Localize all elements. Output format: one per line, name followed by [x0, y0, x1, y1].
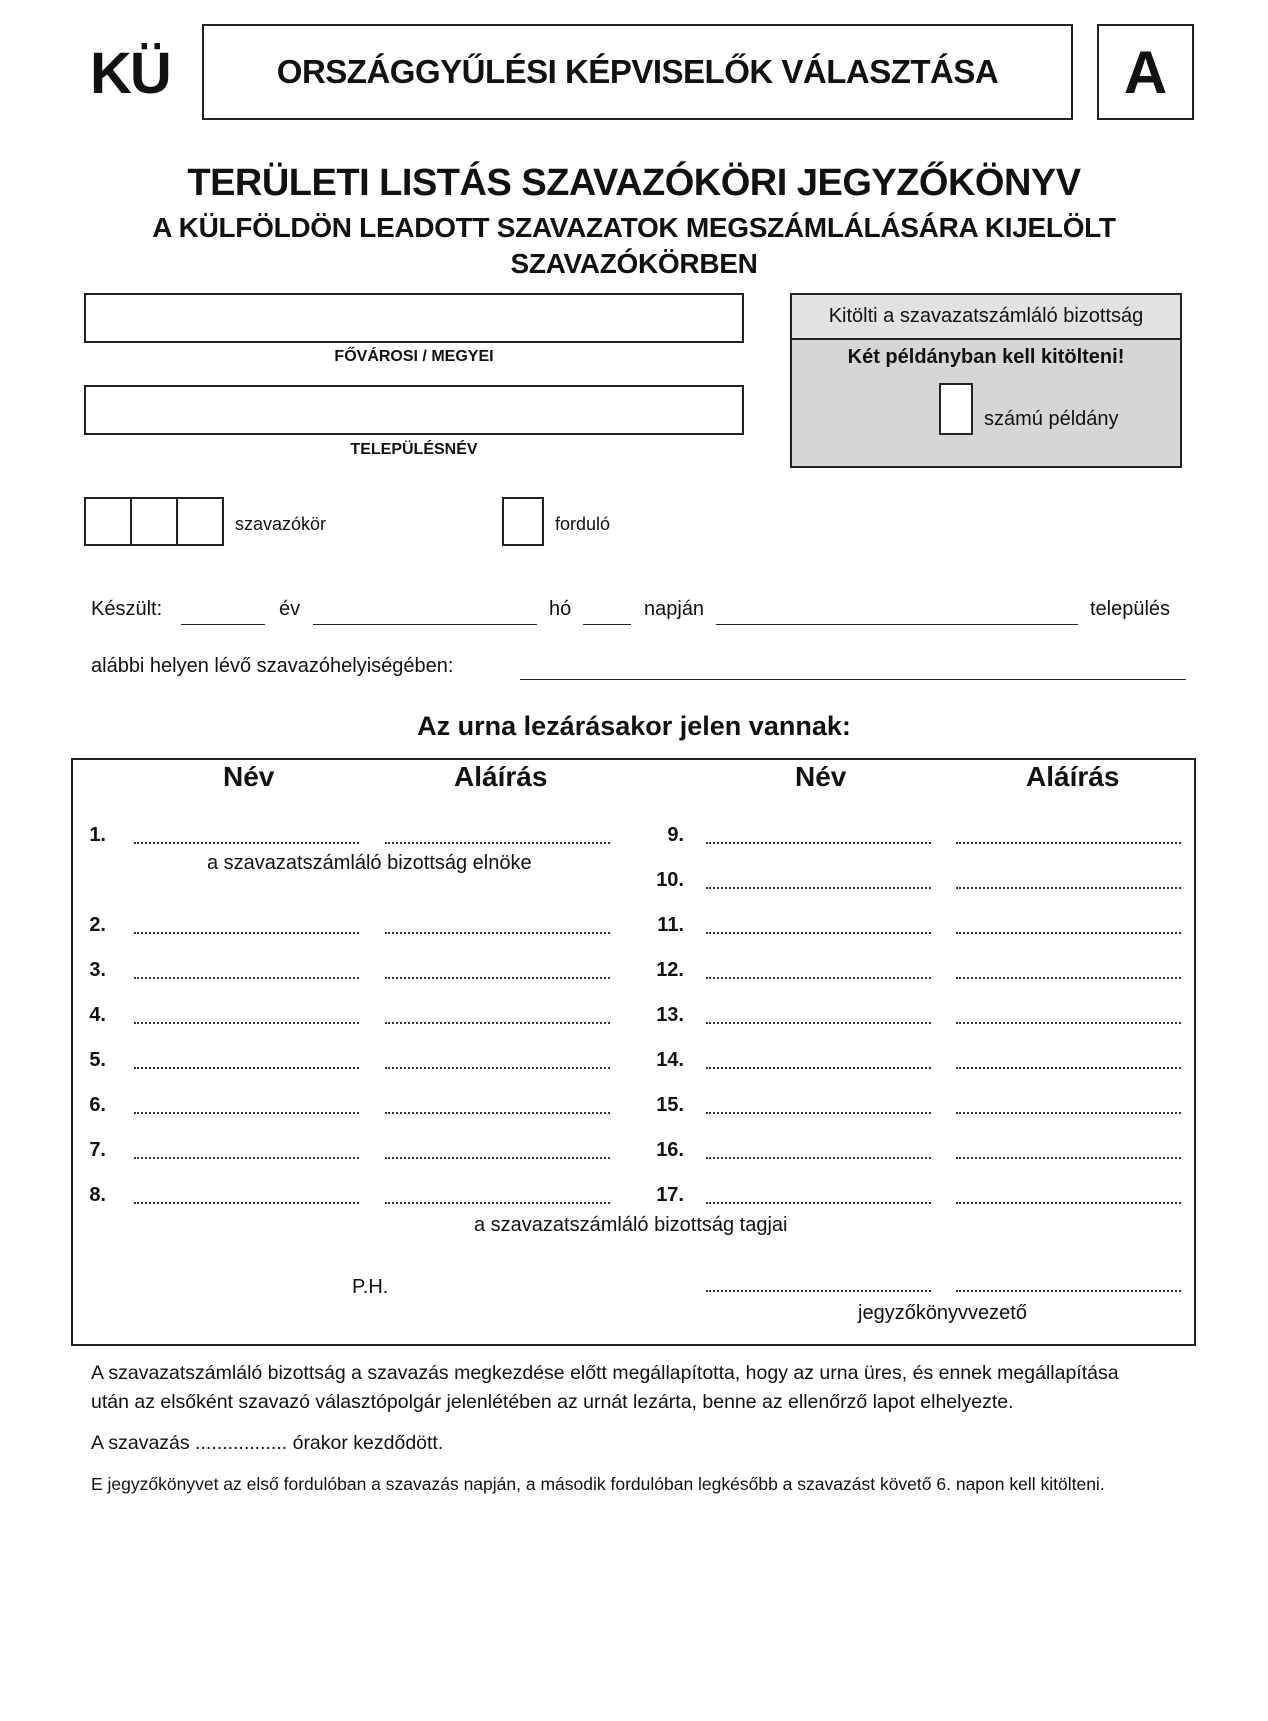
member-signature-line[interactable]	[956, 1022, 1181, 1024]
precinct-divider-2	[176, 497, 178, 546]
member-signature-line[interactable]	[385, 1157, 610, 1159]
start-prefix: A szavazás	[91, 1432, 190, 1454]
settlement-input[interactable]	[84, 385, 744, 435]
member-number: 7.	[89, 1139, 106, 1161]
member-number: 4.	[89, 1004, 106, 1026]
member-signature-line[interactable]	[956, 932, 1181, 934]
member-signature-line[interactable]	[956, 1067, 1181, 1069]
member-number: 13.	[656, 1004, 684, 1026]
member-name-line[interactable]	[134, 1157, 359, 1159]
year-input[interactable]	[181, 624, 265, 625]
attendance-table	[71, 758, 1196, 1346]
chair-caption: a szavazatszámláló bizottság elnöke	[207, 852, 532, 874]
county-input[interactable]	[84, 293, 744, 343]
round-input[interactable]	[502, 497, 544, 546]
fill-in-note: E jegyzőkönyvet az első fordulóban a szavazás napján, a második fordulóban legkésőbb a szavazást követő 6. napon kell kitölteni.	[91, 1474, 1105, 1494]
member-signature-line[interactable]	[956, 842, 1181, 844]
member-name-line[interactable]	[134, 932, 359, 934]
place-input[interactable]	[716, 624, 1078, 625]
settlement-label: TELEPÜLÉSNÉV	[350, 441, 478, 458]
member-name-line[interactable]	[706, 1022, 931, 1024]
member-number: 6.	[89, 1094, 106, 1116]
member-number: 8.	[89, 1184, 106, 1206]
document-subtitle	[0, 210, 1268, 282]
committee-instruction: Két példányban kell kitölteni!	[847, 346, 1125, 368]
recorder-signature-line[interactable]	[956, 1290, 1181, 1292]
member-name-line[interactable]	[706, 842, 931, 844]
member-signature-line[interactable]	[385, 1112, 610, 1114]
attendance-title: Az urna lezárásakor jelen vannak:	[417, 711, 851, 741]
member-signature-line[interactable]	[385, 1202, 610, 1204]
member-number: 15.	[656, 1094, 684, 1116]
start-time-line	[91, 1429, 443, 1458]
member-signature-line[interactable]	[385, 932, 610, 934]
seal-label: P.H.	[352, 1276, 389, 1298]
member-name-line[interactable]	[706, 887, 931, 889]
member-signature-line[interactable]	[956, 977, 1181, 979]
statement-paragraph	[91, 1359, 1201, 1417]
member-number: 14.	[656, 1049, 684, 1071]
members-caption: a szavazatszámláló bizottság tagjai	[474, 1214, 788, 1236]
member-signature-line[interactable]	[956, 1112, 1181, 1114]
member-number: 1.	[89, 824, 106, 846]
recorder-name-line[interactable]	[706, 1290, 931, 1292]
statement-line-1: A szavazatszámláló bizottság a szavazás megkezdése előtt megállapította, hogy az urna üres, és ennek megállapítása	[91, 1362, 1119, 1384]
precinct-label: szavazókör	[235, 514, 327, 534]
form-code-ku: KÜ	[90, 41, 170, 106]
subtitle-line-2: SZAVAZÓKÖRBEN	[510, 248, 758, 279]
member-number: 16.	[656, 1139, 684, 1161]
election-title: ORSZÁGGYŰLÉSI KÉPVISELŐK VÁLASZTÁSA	[276, 53, 999, 90]
county-label: FŐVÁROSI / MEGYEI	[334, 348, 494, 365]
member-number: 17.	[656, 1184, 684, 1206]
copy-number-input[interactable]	[939, 383, 973, 435]
place-label: település	[1090, 598, 1171, 620]
month-label: hó	[549, 598, 572, 620]
member-name-line[interactable]	[134, 1022, 359, 1024]
made-label: Készült:	[91, 598, 163, 620]
col-signature-right: Aláírás	[1026, 761, 1120, 792]
round-label: forduló	[555, 514, 611, 534]
member-number: 12.	[656, 959, 684, 981]
document-title: TERÜLETI LISTÁS SZAVAZÓKÖRI JEGYZŐKÖNYV	[187, 162, 1081, 204]
member-number: 2.	[89, 914, 106, 936]
form-variant-a: A	[1097, 24, 1194, 120]
start-time-input[interactable]: .................	[195, 1432, 288, 1454]
precinct-number-input[interactable]	[84, 497, 224, 546]
year-label: év	[279, 598, 301, 620]
member-signature-line[interactable]	[956, 887, 1181, 889]
member-name-line[interactable]	[134, 1202, 359, 1204]
member-number: 3.	[89, 959, 106, 981]
member-number: 5.	[89, 1049, 106, 1071]
month-input[interactable]	[313, 624, 537, 625]
member-signature-line[interactable]	[385, 842, 610, 844]
col-name-left: Név	[223, 761, 275, 792]
member-name-line[interactable]	[706, 1157, 931, 1159]
member-signature-line[interactable]	[385, 977, 610, 979]
subtitle-line-1: A KÜLFÖLDÖN LEADOTT SZAVAZATOK MEGSZÁMLÁLÁSÁRA KIJELÖLT	[152, 212, 1116, 243]
member-name-line[interactable]	[706, 1067, 931, 1069]
day-input[interactable]	[583, 624, 631, 625]
copy-number-label: számú példány	[984, 408, 1119, 430]
member-name-line[interactable]	[134, 1067, 359, 1069]
statement-line-2: után az elsőként szavazó választópolgár jelenlétében az urnát lezárta, benne az ellenőrző lapot elhelyezte.	[91, 1391, 1014, 1413]
member-signature-line[interactable]	[956, 1157, 1181, 1159]
member-name-line[interactable]	[134, 842, 359, 844]
member-name-line[interactable]	[706, 932, 931, 934]
location-input[interactable]	[520, 679, 1186, 680]
member-signature-line[interactable]	[385, 1022, 610, 1024]
member-name-line[interactable]	[134, 977, 359, 979]
member-name-line[interactable]	[134, 1112, 359, 1114]
location-label: alábbi helyen lévő szavazóhelyiségében:	[91, 655, 454, 677]
member-number: 10.	[656, 869, 684, 891]
member-signature-line[interactable]	[956, 1202, 1181, 1204]
col-signature-left: Aláírás	[454, 761, 548, 792]
member-name-line[interactable]	[706, 1112, 931, 1114]
recorder-caption: jegyzőkönyvvezető	[858, 1302, 1027, 1324]
precinct-divider-1	[130, 497, 132, 546]
member-number: 9.	[667, 824, 684, 846]
col-name-right: Név	[795, 761, 847, 792]
day-label: napján	[644, 598, 705, 620]
committee-panel-header: Kitölti a szavazatszámláló bizottság	[790, 293, 1182, 340]
member-name-line[interactable]	[706, 1202, 931, 1204]
member-number: 11.	[657, 914, 684, 936]
member-signature-line[interactable]	[385, 1067, 610, 1069]
member-name-line[interactable]	[706, 977, 931, 979]
start-suffix: órakor kezdődött.	[292, 1432, 444, 1454]
